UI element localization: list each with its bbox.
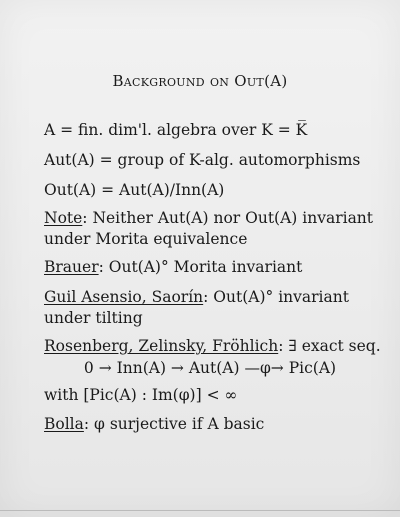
note-line-2: under Morita equivalence [44,230,248,248]
brauer-label: Brauer [44,258,99,276]
bolla-label: Bolla [44,415,84,433]
note-text: : Neither Aut(A) nor Out(A) invariant [82,209,374,227]
index-line: with [Pic(A) : Im(φ)] < ∞ [44,386,238,404]
guil-label: Guil Asensio, Saorín [44,288,204,306]
rzf-line [44,336,381,357]
note-line [44,208,374,229]
brauer-text: : Out(A)° Morita invariant [98,258,303,276]
rzf-label: Rosenberg, Zelinsky, Fröhlich [44,337,279,355]
exact-sequence: 0 → Inn(A) → Aut(A) —φ→ Pic(A) [83,359,337,377]
guil-line [44,287,370,308]
bolla-line [44,414,370,435]
guil-text: : Out(A)° invariant [203,288,349,306]
guil-line-2: under tilting [44,309,143,327]
bottom-edge-rule [0,510,400,511]
definition-algebra: A = fin. dim'l. algebra over K = K̅ [44,121,308,139]
definition-out: Out(A) = Aut(A)/Inn(A) [44,181,225,199]
definition-aut: Aut(A) = group of K-alg. automorphisms [44,151,361,169]
note-label: Note [44,209,83,227]
rzf-text: : ∃ exact seq. [278,337,381,355]
brauer-line [44,257,370,278]
bolla-text: : φ surjective if A basic [83,415,265,433]
page-title: Background on Out(A) [112,72,288,90]
